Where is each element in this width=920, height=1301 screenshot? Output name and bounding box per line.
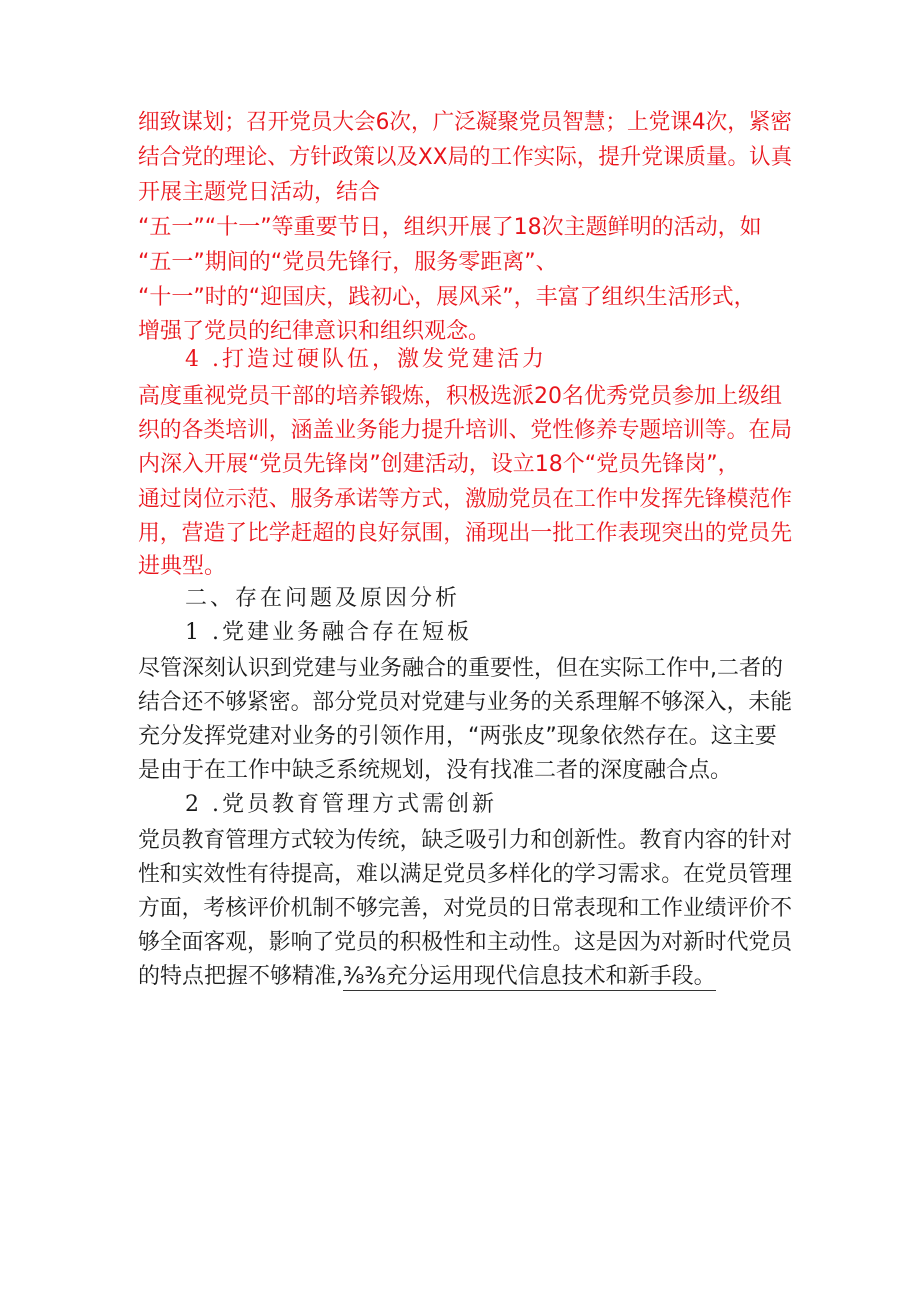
section-heading: 4 .打造过硬队伍，激发党建活力 (185, 347, 547, 372)
text-line: 性和实效性有待提高，难以满足党员多样化的学习需求。在党员管理 (138, 862, 793, 887)
text-line: 用，营造了比学赶超的良好氛围，涌现出一批工作表现突出的党员先 (138, 521, 793, 546)
text-line: 结合还不够紧密。部分党员对党建与业务的关系理解不够深入，未能 (138, 690, 793, 715)
text-line: “五一”期间的“党员先锋行，服务零距离”、 (138, 250, 558, 275)
text-line: 高度重视党员干部的培养锻炼，积极选派20名优秀党员参加上级组 (138, 384, 782, 409)
text-line: 充分发挥党建对业务的引领作用，“两张皮”现象依然存在。这主要 (138, 724, 777, 749)
section-heading: 2 .党员教育管理方式需创新 (185, 792, 497, 817)
text-line: 结合党的理论、方针政策以及XX局的工作实际，提升党课质量。认真 (138, 145, 793, 170)
text-line: 够全面客观，影响了党员的积极性和主动性。这是因为对新时代党员 (138, 930, 793, 955)
text-line: 方面，考核评价机制不够完善，对党员的日常表现和工作业绩评价不 (138, 896, 793, 921)
underlined-text-segment: ⅜⅜充分运用现代信息技术和新手段。 (343, 964, 716, 989)
text-line: “五一”“十一”等重要节日，组织开展了18次主题鲜明的活动，如 (138, 215, 762, 240)
text-line: 增强了党员的纪律意识和组织观念。 (138, 319, 491, 344)
text-line: “十一”时的“迎国庆，践初心，展风采”，丰富了组织生活形式， (138, 285, 756, 310)
text-line: 进典型。 (138, 554, 227, 579)
text-line: 是由于在工作中缺乏系统规划，没有找准二者的深度融合点。 (138, 758, 733, 783)
text-line: 党员教育管理方式较为传统，缺乏吸引力和创新性。教育内容的针对 (138, 828, 793, 853)
section-heading: 1 .党建业务融合存在短板 (185, 620, 472, 645)
text-line: 细致谋划；召开党员大会6次，广泛凝聚党员智慧；上党课4次，紧密 (138, 110, 793, 135)
text-line: 内深入开展“党员先锋岗”创建活动，设立18个“党员先锋岗”， (138, 452, 740, 477)
text-segment: 的特点把握不够精准, (138, 964, 343, 989)
text-line: 织的各类培训，涵盖业务能力提升培训、党性修养专题培训等。在局 (138, 418, 793, 443)
text-line-last (138, 962, 716, 992)
text-line: 开展主题党日活动，结合 (138, 180, 381, 205)
text-line: 尽管深刻认识到党建与业务融合的重要性，但在实际工作中,二者的 (138, 656, 783, 681)
chapter-heading: 二、存在问题及原因分析 (185, 586, 461, 611)
text-line: 通过岗位示范、服务承诺等方式，激励党员在工作中发挥先锋模范作 (138, 487, 793, 512)
